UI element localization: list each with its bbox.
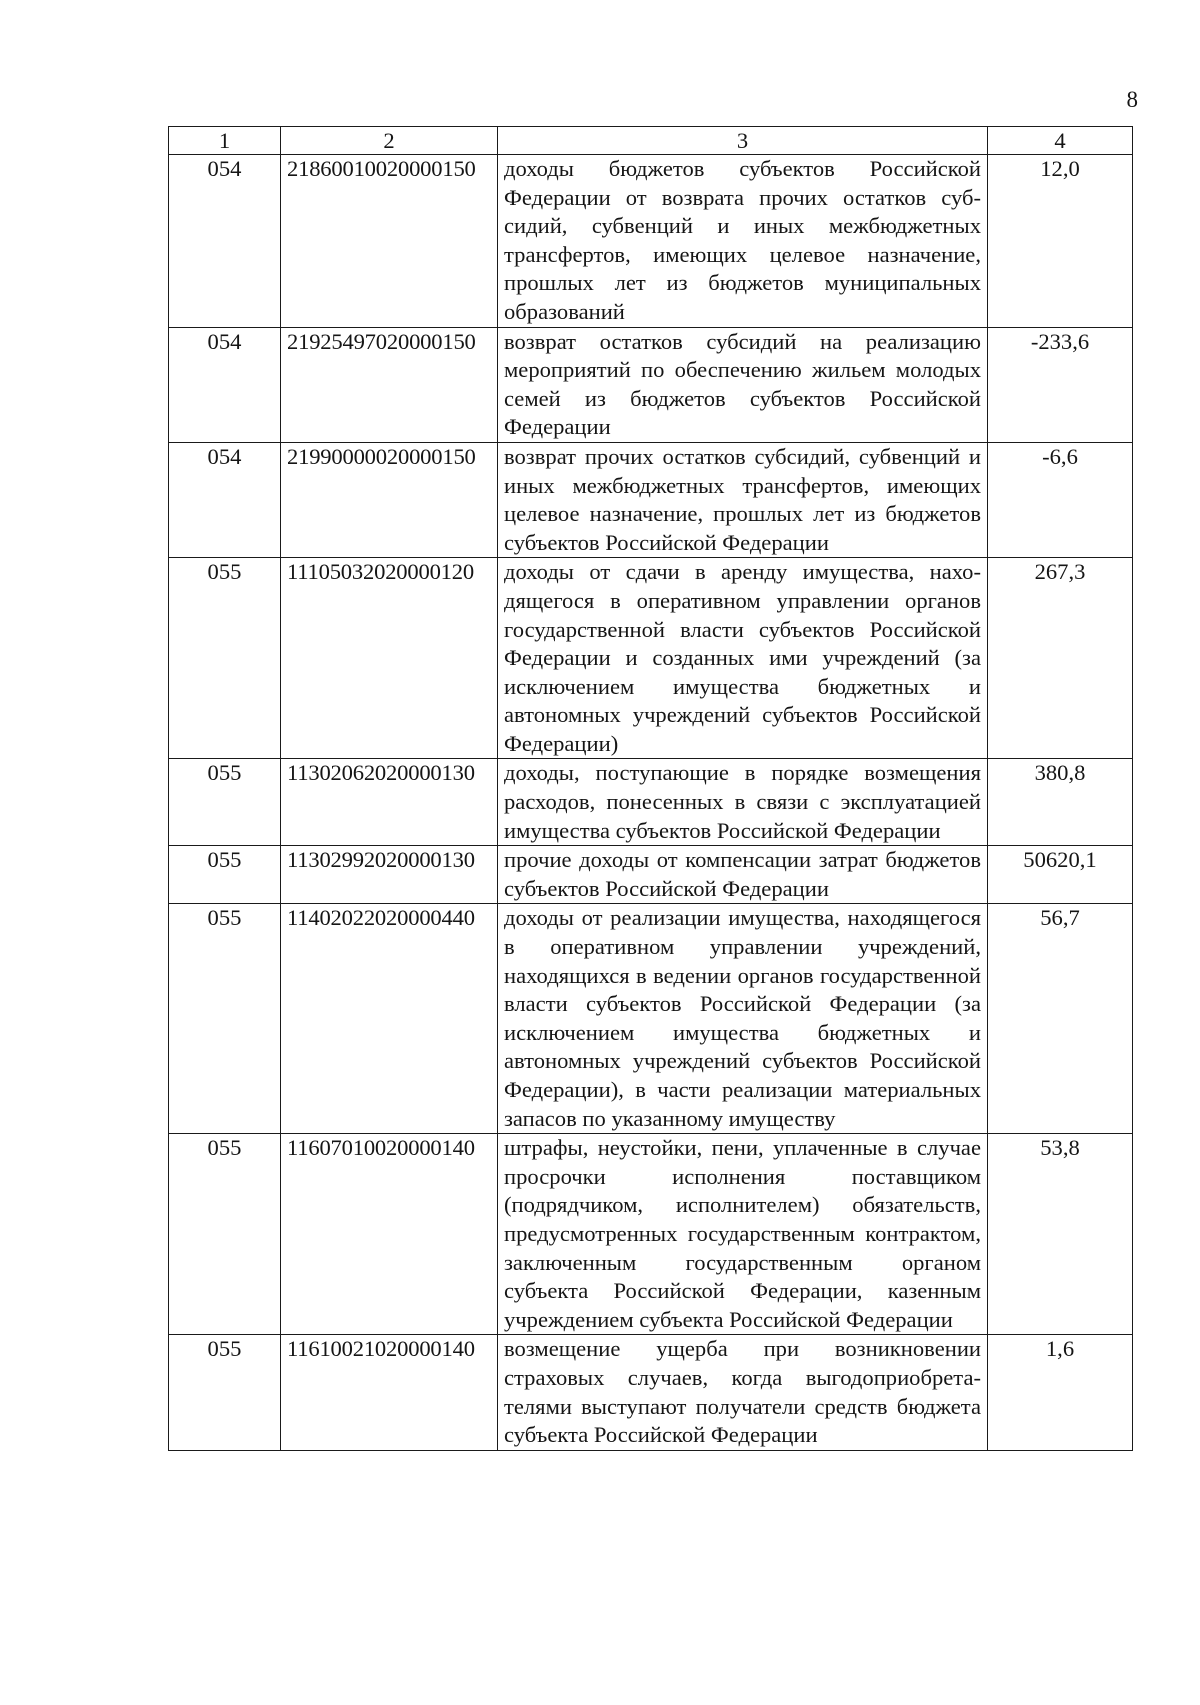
amount-cell: 56,7: [988, 904, 1133, 1134]
table-row: [169, 904, 1133, 1134]
page-number: 8: [1126, 87, 1138, 112]
revenue-code-cell: 11607010020000140: [281, 1134, 498, 1335]
table-row: [169, 155, 1133, 328]
revenue-code-cell: 21925497020000150: [281, 327, 498, 442]
description-cell: возмещение ущерба при возникновении страховых случаев, когда выгодоприобретателями выступают получатели средств бюджета субъекта Российской Федерации: [498, 1335, 988, 1450]
amount-cell: 12,0: [988, 155, 1133, 328]
admin-code-cell: 055: [169, 904, 281, 1134]
table-row: [169, 759, 1133, 846]
revenue-code-cell: 21990000020000150: [281, 442, 498, 557]
description-cell: возврат прочих остатков субсидий, субвенций и иных межбюджетных трансфертов, имеющих целевое назначение, прошлых лет из бюджетов субъектов Российской Федерации: [498, 442, 988, 557]
description-cell: штрафы, неустойки, пени, уплаченные в случае просрочки исполнения поставщиком (подрядчиком, исполнителем) обязательств, предусмотренных государственным контрактом, заключенным государственным органом субъекта Российской Федерации, казенным учреждением субъекта Российской Федерации: [498, 1134, 988, 1335]
revenue-code-cell: 11402022020000440: [281, 904, 498, 1134]
amount-cell: 50620,1: [988, 846, 1133, 904]
amount-cell: 53,8: [988, 1134, 1133, 1335]
table-header-row: [169, 127, 1133, 155]
revenue-code-cell: 11302992020000130: [281, 846, 498, 904]
amount-cell: -6,6: [988, 442, 1133, 557]
description-cell: прочие доходы от компенсации затрат бюджетов субъектов Российской Федерации: [498, 846, 988, 904]
table-row: [169, 442, 1133, 557]
amount-cell: -233,6: [988, 327, 1133, 442]
admin-code-cell: 055: [169, 759, 281, 846]
description-cell: доходы, поступающие в порядке возмещения расходов, понесенных в связи с эксплуатацией имущества субъектов Российской Федерации: [498, 759, 988, 846]
column-header-3: 3: [498, 127, 988, 155]
admin-code-cell: 054: [169, 155, 281, 328]
column-header-2: 2: [281, 127, 498, 155]
table-row: [169, 846, 1133, 904]
revenue-code-cell: 21860010020000150: [281, 155, 498, 328]
description-cell: доходы от реализации имущества, находящегося в оперативном управлении учреждений, находящихся в ведении органов государственной власти субъектов Российской Федерации (за исключением имущества бюджетных и автономных учреждений субъектов Российской Федерации), в части реализации материальных запасов по указанному имуществу: [498, 904, 988, 1134]
amount-cell: 1,6: [988, 1335, 1133, 1450]
column-header-4: 4: [988, 127, 1133, 155]
revenue-code-cell: 11302062020000130: [281, 759, 498, 846]
admin-code-cell: 055: [169, 1134, 281, 1335]
description-cell: доходы от сдачи в аренду имущества, находящегося в оперативном управлении органов государственной власти субъектов Российской Федерации и созданных ими учреждений (за исключением имущества бюджетных и автономных учреждений субъектов Российской Федерации): [498, 558, 988, 759]
table-row: [169, 1335, 1133, 1450]
revenue-code-cell: 11610021020000140: [281, 1335, 498, 1450]
table-row: [169, 558, 1133, 759]
description-cell: доходы бюджетов субъектов Российской Федерации от возврата прочих остатков субсидий, субвенций и иных межбюджетных трансфертов, имеющих целевое назначение, прошлых лет из бюджетов муниципальных образований: [498, 155, 988, 328]
amount-cell: 380,8: [988, 759, 1133, 846]
table-row: [169, 327, 1133, 442]
column-header-1: 1: [169, 127, 281, 155]
revenue-code-cell: 11105032020000120: [281, 558, 498, 759]
admin-code-cell: 055: [169, 846, 281, 904]
table-row: [169, 1134, 1133, 1335]
revenue-table: [168, 126, 1133, 1451]
admin-code-cell: 055: [169, 1335, 281, 1450]
admin-code-cell: 054: [169, 442, 281, 557]
amount-cell: 267,3: [988, 558, 1133, 759]
admin-code-cell: 055: [169, 558, 281, 759]
admin-code-cell: 054: [169, 327, 281, 442]
description-cell: возврат остатков субсидий на реализацию мероприятий по обеспечению жильем молодых семей из бюджетов субъектов Российской Федерации: [498, 327, 988, 442]
